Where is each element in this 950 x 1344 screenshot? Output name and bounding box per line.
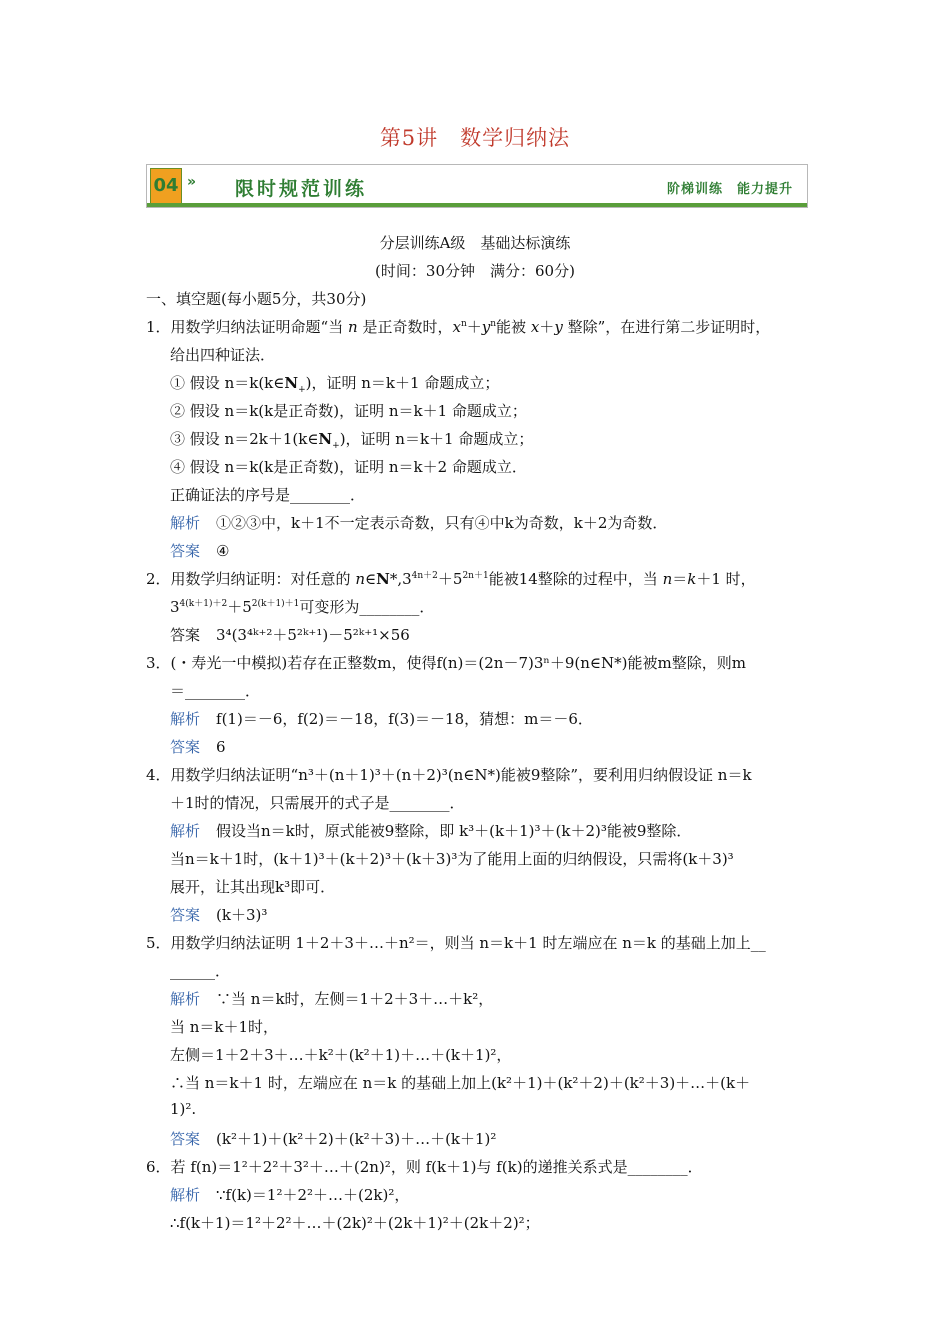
q3-line2: ＝________． [170, 682, 261, 700]
q4-line4: 当n＝k＋1时，(k＋1)³＋(k＋2)³＋(k＋3)³为了能用上面的归纳假设，只需将(k＋3)³ [170, 850, 734, 868]
q1-option-1: ① 假设 $n=k(k\in N_+)$，证明 n＝k＋1 命题成立； [170, 374, 500, 395]
q4-line5: 展开，让其出现k³即可． [170, 878, 336, 896]
q3-analysis: 解析 f(1)＝－6，f(2)＝－18，f(3)＝－18，猜想：m＝－6． [170, 710, 593, 728]
q2-stem: 2．用数学归纳证明：对任意的 $n\in N*,3^{4n+2}+5^{2n+1}$能被14整除的过程中，当 n＝k＋1 时， [146, 570, 756, 588]
q6-line3: ∴f(k＋1)＝1²＋2²＋…＋(2k)²＋(2k＋1)²＋(2k＋2)²； [170, 1214, 540, 1232]
q4-answer: 答案 (k＋3)³ [170, 906, 268, 924]
q5-line6: ∴当 n＝k＋1 时，左端应在 n＝k 的基础上加上(k²＋1)＋(k²＋2)＋(k²＋3)＋…＋(k＋ [170, 1074, 751, 1092]
q5-analysis: 解析 ∵当 n＝k时，左侧＝1＋2＋3＋…＋k²， [170, 990, 494, 1008]
q4-analysis: 解析 假设当n＝k时，原式能被9整除，即 k³＋(k＋1)³＋(k＋2)³能被9整除． [170, 822, 692, 840]
q4-stem: 4．用数学归纳法证明“n³＋(n＋1)³＋(n＋2)³(n∈N*)能被9整除”，要利用归纳假设证 n＝k [146, 766, 752, 784]
banner-underline [147, 203, 807, 207]
q1-analysis: 解析 ①②③中，k＋1不一定表示奇数，只有④中k为奇数，k＋2为奇数． [170, 514, 668, 532]
q1-answer: 答案 ④ [170, 542, 230, 560]
section-meta: (时间：30分钟 满分：60分) [375, 262, 575, 280]
page-title: 第5讲 数学归纳法 [379, 126, 571, 150]
q5-answer: 答案 (k²＋1)＋(k²＋2)＋(k²＋3)＋…＋(k＋1)² [170, 1130, 497, 1148]
q1-stem: 1．用数学归纳法证明命题“当 n 是正奇数时，$x^n+y^n$能被 x＋y 整除”，在进行第二步证明时， [146, 318, 771, 336]
q3-answer: 答案 6 [170, 738, 226, 756]
q3-stem: 3．(・寿光一中模拟)若存在正整数m，使得f(n)＝(2n－7)3ⁿ＋9(n∈N*)能被m整除，则m [146, 654, 746, 672]
q1-option-3: ③ 假设 $n=2k+1(k\in N_+)$，证明 n＝k＋1 命题成立； [170, 430, 534, 451]
section-banner [146, 164, 808, 208]
chevrons-icon: » [187, 174, 197, 190]
q1-option-4: ④ 假设 n＝k(k是正奇数)，证明 n＝k＋2 命题成立． [170, 458, 527, 476]
q4-line2: ＋1时的情况，只需展开的式子是________． [170, 794, 465, 812]
banner-title: 限时规范训练 [235, 178, 368, 200]
q2-line2: $3^{4(k+1)+2}+5^{2(k+1)+1}$可变形为________． [170, 598, 435, 616]
banner-subtitle: 阶梯训练 能力提升 [666, 182, 793, 197]
q1-ask: 正确证法的序号是________． [170, 486, 366, 504]
q6-stem: 6．若 f(n)＝1²＋2²＋3²＋…＋(2n)²，则 f(k＋1)与 f(k)的递推关系式是________． [146, 1158, 703, 1176]
q2-answer: 答案 3⁴(3⁴ᵏ⁺²＋5²ᵏ⁺¹)－5²ᵏ⁺¹×56 [170, 626, 410, 644]
q5-line5: 左侧＝1＋2＋3＋…＋k²＋(k²＋1)＋…＋(k＋1)²， [170, 1046, 512, 1064]
q1-line2: 给出四种证法． [170, 346, 276, 364]
q5-line7: 1)². [170, 1100, 197, 1118]
banner-badge: 04 [150, 168, 182, 204]
q5-line4: 当 n＝k＋1时， [170, 1018, 279, 1036]
q6-analysis: 解析 ∵f(k)＝1²＋2²＋…＋(2k)²， [170, 1186, 410, 1204]
q1-option-2: ② 假设 n＝k(k是正奇数)，证明 n＝k＋1 命题成立； [170, 402, 527, 420]
q5-stem: 5．用数学归纳法证明 1＋2＋3＋…＋n²＝，则当 n＝k＋1 时左端应在 n＝k 的基础上加上__ [146, 934, 766, 952]
section-heading: 分层训练A级 基础达标演练 [379, 234, 571, 252]
q5-line2: ______． [170, 962, 231, 980]
part-heading: 一、填空题(每小题5分，共30分) [146, 290, 367, 308]
